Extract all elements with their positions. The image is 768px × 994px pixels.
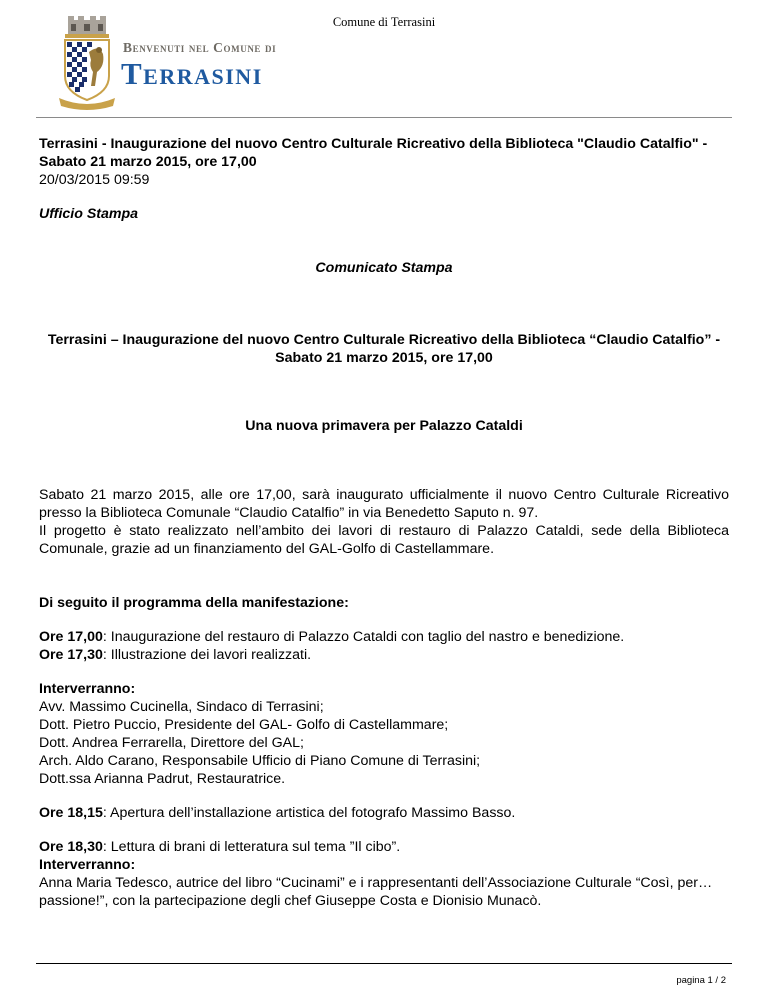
speaker-item: Dott. Andrea Ferrarella, Direttore del GAL; — [39, 735, 304, 751]
schedule-time: Ore 18,15 — [39, 805, 103, 821]
page-number: pagina 1 / 2 — [676, 975, 726, 986]
program-schedule-1 — [39, 628, 729, 664]
program-schedule-3 — [39, 838, 729, 910]
speakers-list — [39, 680, 729, 788]
schedule-text: : Lettura di brani di letteratura sul tema ”Il cibo”. — [102, 839, 401, 855]
schedule-time: Ore 17,00 — [39, 629, 103, 645]
schedule-text: : Apertura dell’installazione artistica del fotografo Massimo Basso. — [102, 805, 516, 821]
logo-town-name: Terrasini — [121, 56, 263, 91]
speaker-item: Dott.ssa Arianna Padrut, Restauratrice. — [39, 771, 286, 787]
article-office: Ufficio Stampa — [39, 206, 139, 222]
press-release-title: Terrasini – Inaugurazione del nuovo Centro Culturale Ricreativo della Biblioteca “Claudio Catalfio” - Sabato 21 marzo 2015, ore 17,00 — [47, 332, 721, 366]
speaker-item: Dott. Pietro Puccio, Presidente del GAL- Golfo di Castellammare; — [39, 717, 449, 733]
press-release-subtitle: Una nuova primavera per Palazzo Cataldi — [245, 418, 523, 434]
municipality-logo[interactable] — [55, 14, 317, 110]
header-divider — [36, 117, 732, 118]
footer-divider — [36, 963, 732, 964]
schedule-time: Ore 18,30 — [39, 839, 103, 855]
program-heading: Di seguito il programma della manifestazione: — [39, 595, 349, 611]
schedule-time: Ore 17,30 — [39, 647, 103, 663]
article-body — [39, 135, 729, 910]
intro-text-2: Il progetto è stato realizzato nell’ambito dei lavori di restauro di Palazzo Cataldi, sede della Biblioteca Comunale, grazie ad un finanziamento del GAL-Golfo di Castellammare. — [39, 523, 729, 557]
article-title: Terrasini - Inaugurazione del nuovo Centro Culturale Ricreativo della Biblioteca "Claudio Catalfio" - Sabato 21 marzo 2015, ore 17,00 — [39, 136, 708, 170]
press-release-label: Comunicato Stampa — [315, 260, 453, 276]
coat-of-arms-icon — [55, 14, 119, 110]
schedule-text: : Inaugurazione del restauro di Palazzo Cataldi con taglio del nastro e benedizione. — [102, 629, 625, 645]
intro-text-1: Sabato 21 marzo 2015, alle ore 17,00, sarà inaugurato ufficialmente il nuovo Centro Culturale Ricreativo presso la Biblioteca Comunale “Claudio Catalfio” in via Benedetto Saputo n. 97. — [39, 487, 729, 521]
speakers-heading: Interverranno: — [39, 681, 136, 697]
speaker-item: Avv. Massimo Cucinella, Sindaco di Terrasini; — [39, 699, 324, 715]
schedule-text: : Illustrazione dei lavori realizzati. — [102, 647, 312, 663]
logo-welcome-text: Benvenuti nel Comune di — [123, 40, 277, 55]
speaker-item: Arch. Aldo Carano, Responsabile Ufficio di Piano Comune di Terrasini; — [39, 753, 481, 769]
speakers-text: Anna Maria Tedesco, autrice del libro “Cucinami” e i rappresentanti dell’Associazione Culturale “Così, per…passione!”, con la partecipazione degli chef Giuseppe Costa e Dionisio Munacò. — [39, 875, 713, 909]
article-date: 20/03/2015 09:59 — [39, 172, 150, 188]
speakers-heading: Interverranno: — [39, 857, 136, 873]
page-header-title: Comune di Terrasini — [332, 15, 436, 29]
intro-paragraph — [39, 486, 729, 558]
program-schedule-2 — [39, 804, 729, 822]
